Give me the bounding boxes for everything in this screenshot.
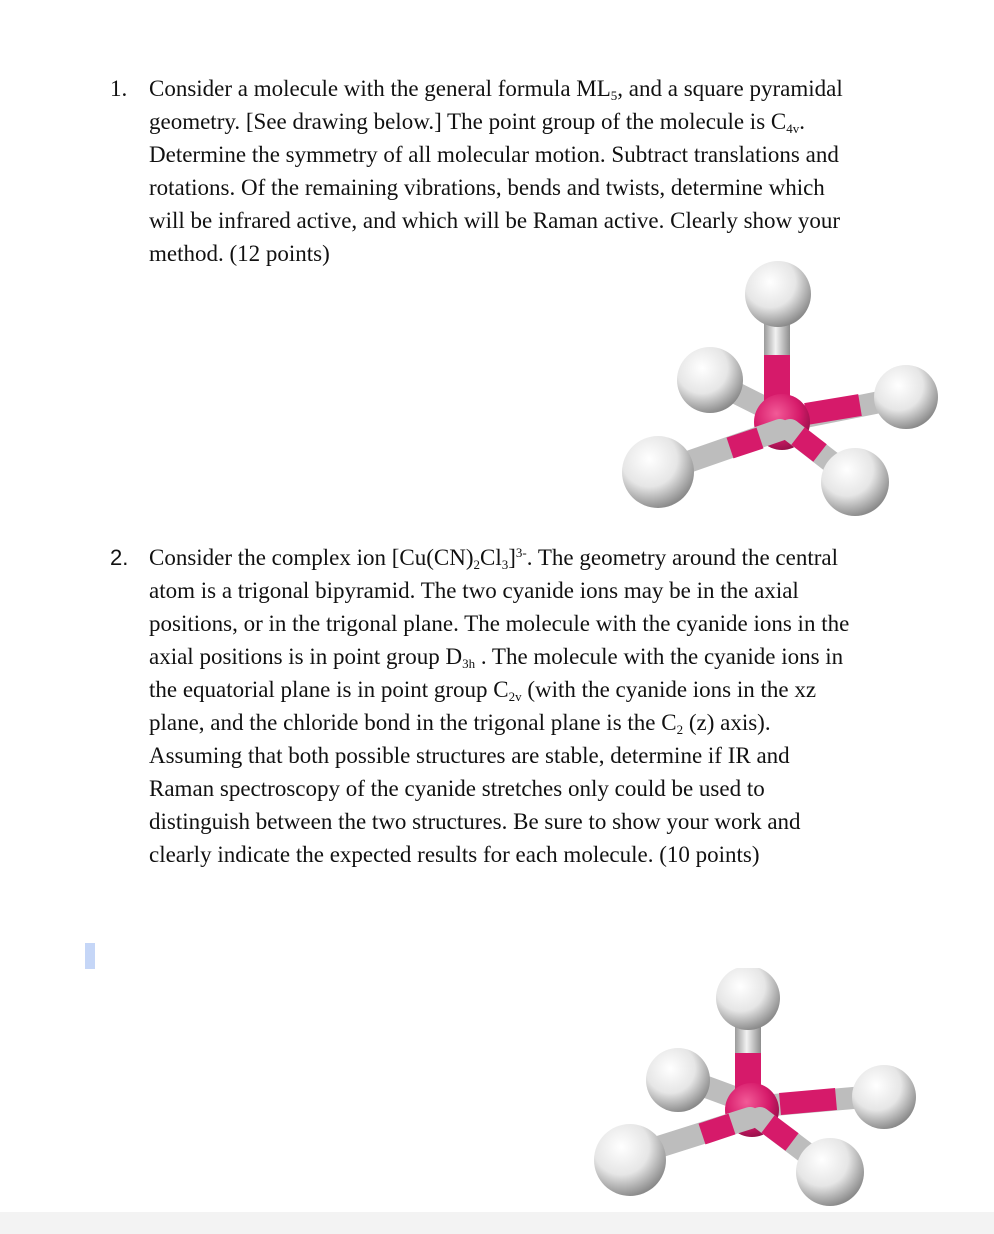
question-1-text (149, 72, 910, 270)
text-cursor[interactable] (85, 943, 95, 969)
question-1-line: will be infrared active, and which will be Raman active. Clearly show your (149, 208, 841, 233)
question-1-line: rotations. Of the remaining vibrations, bends and twists, determine which (149, 175, 825, 200)
question-2-line: distinguish between the two structures. Be sure to show your work and (149, 809, 801, 834)
question-2-line: plane, and the chloride bond in the trigonal plane is the $C_2$ (z) axis). (149, 710, 771, 737)
square-pyramidal-molecule-image (610, 260, 950, 520)
question-1-number: 1. (110, 76, 128, 101)
question-2-text (149, 541, 910, 871)
question-2-line: the equatorial plane is in point group $C_{2v}$ (with the cyanide ions in the xz (149, 677, 817, 704)
question-1-line: Determine the symmetry of all molecular motion. Subtract translations and (149, 142, 839, 167)
question-2-line: Consider the complex ion $[Cu(CN)_2Cl_3]^{3-}$. The geometry around the central (149, 545, 838, 572)
trigonal-bipyramid-molecule-image (590, 968, 930, 1214)
question-1-line: geometry. [See drawing below.] The point group of the molecule is $C_{4v}$. (149, 109, 805, 136)
question-2-line: clearly indicate the expected results for each molecule. (10 points) (149, 842, 760, 867)
ligand-atom-front-right (796, 1138, 864, 1206)
ligand-atom-front-left (622, 436, 694, 508)
question-2-line: positions, or in the trigonal plane. The molecule with the cyanide ions in the (149, 611, 850, 636)
question-1-line: method. (12 points) (149, 241, 330, 266)
ligand-atom-front-left (594, 1124, 666, 1196)
ligand-atom-back-left (646, 1048, 710, 1112)
page-bottom-edge (0, 1212, 994, 1234)
ligand-atom-axial (745, 261, 811, 327)
question-2-line: Raman spectroscopy of the cyanide stretches only could be used to (149, 776, 765, 801)
question-2-line: axial positions is in point group $D_{3h}$ . The molecule with the cyanide ions in (149, 644, 844, 671)
question-2 (110, 541, 910, 871)
question-2-line: Assuming that both possible structures are stable, determine if IR and (149, 743, 790, 768)
ligand-atom-back-right (874, 365, 938, 429)
ligand-atom-back-left (677, 347, 743, 413)
ligand-atom-axial (716, 968, 780, 1030)
question-2-number: 2. (110, 545, 129, 570)
question-1-line: Consider a molecule with the general formula $ML_5$, and a square pyramidal (149, 76, 843, 103)
ligand-atom-front-right (821, 448, 889, 516)
ligand-atom-back-right (852, 1065, 916, 1129)
question-2-line: atom is a trigonal bipyramid. The two cyanide ions may be in the axial (149, 578, 799, 603)
question-1 (110, 72, 910, 270)
